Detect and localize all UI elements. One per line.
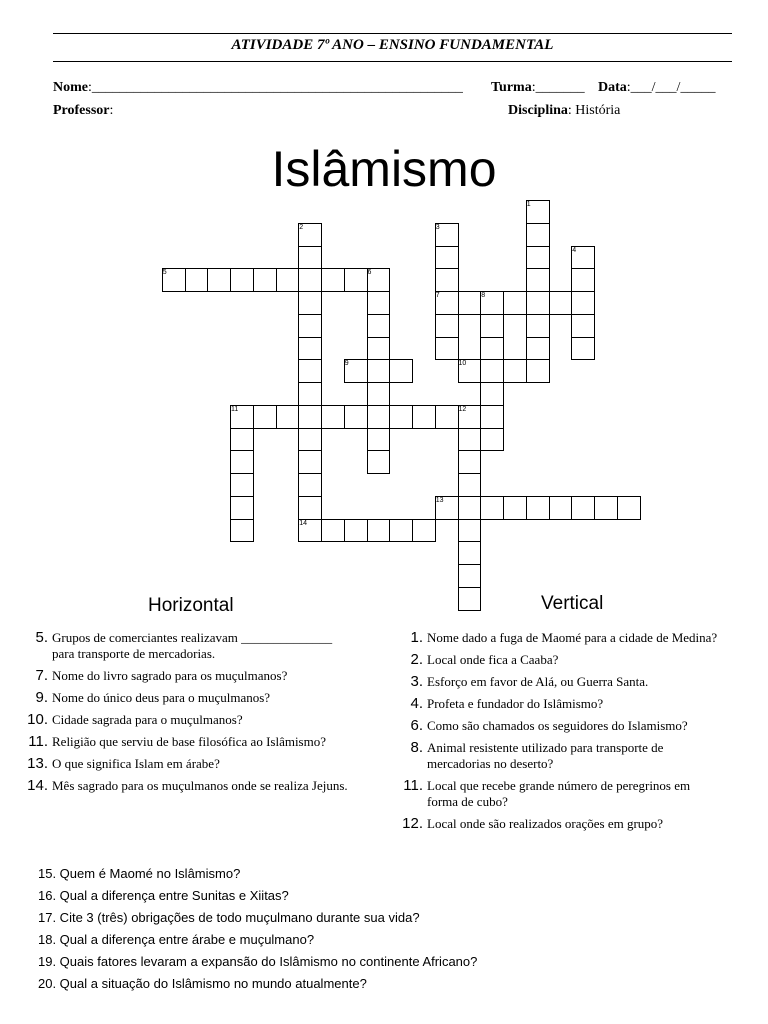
crossword-cell[interactable] bbox=[571, 496, 595, 520]
nome-field[interactable] bbox=[53, 80, 463, 96]
crossword-cell[interactable] bbox=[298, 268, 322, 292]
crossword-cell[interactable] bbox=[594, 496, 618, 520]
clue-number: 2. bbox=[410, 651, 423, 668]
horizontal-heading: Horizontal bbox=[148, 595, 234, 616]
crossword-clue-number: 7 bbox=[435, 292, 440, 299]
crossword-cell[interactable] bbox=[321, 268, 345, 292]
crossword-cell[interactable] bbox=[367, 450, 391, 474]
question-item: 20. Qual a situação do Islâmismo no mundo atualmente? bbox=[38, 976, 367, 991]
crossword-cell[interactable] bbox=[435, 337, 459, 361]
crossword-cell[interactable] bbox=[253, 405, 277, 429]
crossword-cell[interactable] bbox=[298, 450, 322, 474]
crossword-cell[interactable] bbox=[298, 382, 322, 406]
clue-text: Cidade sagrada para o muçulmanos? bbox=[52, 712, 243, 727]
crossword-cell[interactable] bbox=[617, 496, 641, 520]
activity-banner: ATIVIDADE 7º ANO – ENSINO FUNDAMENTAL bbox=[231, 37, 554, 53]
crossword-cell[interactable] bbox=[480, 359, 504, 383]
crossword-cell[interactable] bbox=[503, 291, 527, 315]
crossword-clue-number: 9 bbox=[344, 360, 349, 368]
crossword-cell[interactable] bbox=[480, 496, 504, 520]
crossword-cell[interactable] bbox=[480, 337, 504, 361]
crossword-cell[interactable] bbox=[230, 428, 254, 452]
clue-number: 11. bbox=[28, 733, 48, 750]
clue-number: 4. bbox=[410, 695, 423, 712]
crossword-cell[interactable] bbox=[230, 473, 254, 497]
horizontal-clue bbox=[35, 629, 398, 662]
crossword-cell[interactable] bbox=[298, 291, 322, 315]
nome-label: Nome bbox=[53, 80, 88, 95]
clue-text: Nome dado a fuga de Maomé para a cidade de Medina? bbox=[427, 630, 718, 645]
crossword-cell[interactable] bbox=[526, 496, 550, 520]
horizontal-clue bbox=[35, 689, 398, 706]
crossword-cell[interactable] bbox=[298, 359, 322, 383]
question-item: 19. Quais fatores levaram a expansão do Islâmismo no continente Africano? bbox=[38, 954, 478, 969]
turma-field[interactable] bbox=[491, 80, 585, 96]
clue-number: 3. bbox=[410, 673, 423, 690]
crossword-cell[interactable] bbox=[298, 337, 322, 361]
crossword-cell[interactable] bbox=[367, 314, 391, 338]
crossword-cell[interactable] bbox=[480, 428, 504, 452]
crossword-cell[interactable] bbox=[458, 473, 482, 497]
clue-text: Religião que serviu de base filosófica ao Islâmismo? bbox=[52, 734, 327, 749]
clue-text: O que significa Islam em árabe? bbox=[52, 756, 220, 771]
clue-text: Esforço em favor de Alá, ou Guerra Santa. bbox=[427, 674, 649, 689]
disciplina-label: Disciplina bbox=[508, 103, 568, 118]
question-item: 16. Qual a diferença entre Sunitas e Xiitas? bbox=[38, 888, 289, 903]
vertical-clue bbox=[410, 717, 765, 734]
crossword-cell[interactable] bbox=[571, 337, 595, 361]
question-item: 17. Cite 3 (três) obrigações de todo muçulmano durante sua vida? bbox=[38, 910, 420, 925]
clue-text: Como são chamados os seguidores do Islamismo? bbox=[427, 718, 688, 733]
clue-number: 8. bbox=[410, 739, 423, 756]
horizontal-clue bbox=[27, 711, 398, 728]
vertical-clue bbox=[403, 777, 765, 810]
crossword-cell[interactable] bbox=[389, 405, 413, 429]
clue-number: 1. bbox=[410, 629, 423, 646]
crossword-cell[interactable] bbox=[389, 359, 413, 383]
clue-text: Local onde são realizados orações em grupo? bbox=[427, 816, 664, 831]
clue-number: 11. bbox=[403, 777, 423, 794]
clue-number: 12. bbox=[402, 815, 423, 832]
crossword-cell[interactable] bbox=[526, 291, 550, 315]
horizontal-clue bbox=[35, 667, 398, 684]
crossword-cell[interactable] bbox=[549, 291, 573, 315]
clue-text: Nome do único deus para o muçulmanos? bbox=[52, 690, 271, 705]
clue-number: 14. bbox=[27, 777, 48, 794]
vertical-heading: Vertical bbox=[541, 593, 604, 614]
vertical-clue bbox=[410, 739, 765, 772]
crossword-cell[interactable] bbox=[367, 359, 391, 383]
horizontal-clue bbox=[28, 733, 398, 750]
vertical-clue bbox=[410, 651, 765, 668]
data-line: :___/___/_____ bbox=[626, 80, 716, 95]
crossword-cell[interactable] bbox=[458, 450, 482, 474]
professor-label: Professor bbox=[53, 103, 110, 118]
crossword-cell[interactable] bbox=[367, 428, 391, 452]
crossword-cell[interactable] bbox=[435, 405, 459, 429]
crossword-cell[interactable] bbox=[367, 519, 391, 543]
crossword-cell[interactable] bbox=[458, 541, 482, 565]
crossword-cell[interactable] bbox=[298, 428, 322, 452]
crossword-cell[interactable] bbox=[458, 291, 482, 315]
crossword-cell[interactable] bbox=[503, 359, 527, 383]
crossword-cell[interactable] bbox=[458, 587, 482, 611]
crossword-cell[interactable] bbox=[435, 246, 459, 270]
crossword-cell[interactable] bbox=[571, 268, 595, 292]
crossword-clue-number: 14 bbox=[299, 519, 308, 527]
crossword-clue-number: 3 bbox=[435, 223, 440, 231]
crossword-cell[interactable] bbox=[480, 405, 504, 429]
crossword-cell[interactable] bbox=[549, 496, 573, 520]
crossword-cell[interactable] bbox=[526, 314, 550, 338]
nome-line: :_____________________________________________________ bbox=[88, 80, 463, 95]
clue-number: 5. bbox=[35, 629, 48, 646]
header-rule-top bbox=[53, 33, 732, 34]
crossword-cell[interactable] bbox=[298, 246, 322, 270]
crossword-cell[interactable] bbox=[230, 268, 254, 292]
vertical-clue bbox=[410, 673, 765, 690]
crossword-clue-number: 5 bbox=[162, 269, 167, 277]
crossword-cell[interactable] bbox=[230, 496, 254, 520]
question-item: 15. Quem é Maomé no Islâmismo? bbox=[38, 866, 241, 881]
clue-number: 10. bbox=[27, 711, 48, 728]
disciplina-value: : História bbox=[567, 103, 621, 118]
crossword-cell[interactable] bbox=[458, 564, 482, 588]
clue-text: Animal resistente utilizado para transporte de mercadorias no deserto? bbox=[427, 740, 664, 771]
professor-colon: : bbox=[109, 103, 114, 118]
clue-number: 7. bbox=[35, 667, 48, 684]
crossword-cell[interactable] bbox=[389, 519, 413, 543]
crossword-cell[interactable] bbox=[571, 314, 595, 338]
crossword-cell[interactable] bbox=[185, 268, 209, 292]
crossword-cell[interactable] bbox=[298, 473, 322, 497]
crossword-cell[interactable] bbox=[526, 337, 550, 361]
clue-text: Profeta e fundador do Islâmismo? bbox=[427, 696, 604, 711]
crossword-cell[interactable] bbox=[298, 405, 322, 429]
crossword-cell[interactable] bbox=[230, 519, 254, 543]
page-title: Islâmismo bbox=[271, 141, 497, 197]
crossword-clue-number: 2 bbox=[299, 223, 304, 231]
crossword-cell[interactable] bbox=[298, 496, 322, 520]
crossword-cell[interactable] bbox=[412, 405, 436, 429]
horizontal-clue bbox=[27, 777, 398, 794]
clue-number: 9. bbox=[35, 689, 48, 706]
crossword-cell[interactable] bbox=[435, 314, 459, 338]
crossword-clue-number: 4 bbox=[572, 246, 577, 254]
crossword-cell[interactable] bbox=[344, 268, 368, 292]
data-field[interactable] bbox=[598, 80, 715, 96]
crossword-cell[interactable] bbox=[526, 246, 550, 270]
crossword-clue-number: 13 bbox=[435, 496, 444, 504]
crossword-cell[interactable] bbox=[253, 268, 277, 292]
crossword-clue-number: 6 bbox=[367, 269, 372, 277]
turma-label: Turma bbox=[491, 80, 532, 95]
crossword-clue-number: 8 bbox=[481, 292, 486, 299]
crossword-cell[interactable] bbox=[412, 519, 436, 543]
crossword-cell[interactable] bbox=[458, 496, 482, 520]
crossword-cell[interactable] bbox=[276, 268, 300, 292]
crossword-cell[interactable] bbox=[207, 268, 231, 292]
crossword-cell[interactable] bbox=[367, 405, 391, 429]
vertical-clue bbox=[410, 695, 765, 712]
disciplina-field bbox=[508, 103, 620, 119]
crossword-cell[interactable] bbox=[503, 496, 527, 520]
crossword-cell[interactable] bbox=[480, 382, 504, 406]
crossword-cell[interactable] bbox=[321, 519, 345, 543]
crossword-clue-number: 11 bbox=[231, 405, 239, 413]
vertical-clue bbox=[402, 815, 765, 832]
crossword-cell[interactable] bbox=[344, 519, 368, 543]
clue-text: Nome do livro sagrado para os muçulmanos? bbox=[52, 668, 288, 683]
crossword-cell[interactable] bbox=[526, 359, 550, 383]
crossword-cell[interactable] bbox=[344, 405, 368, 429]
crossword-cell[interactable] bbox=[367, 337, 391, 361]
crossword-cell[interactable] bbox=[526, 223, 550, 247]
crossword-cell[interactable] bbox=[480, 314, 504, 338]
vertical-clue bbox=[410, 629, 765, 646]
crossword-cell[interactable] bbox=[435, 268, 459, 292]
crossword-cell[interactable] bbox=[367, 291, 391, 315]
crossword-cell[interactable] bbox=[526, 268, 550, 292]
crossword-clue-number: 10 bbox=[458, 360, 467, 368]
crossword-clue-number: 12 bbox=[458, 405, 467, 413]
question-item: 18. Qual a diferença entre árabe e muçulmano? bbox=[38, 932, 315, 947]
header-rule-bottom bbox=[53, 61, 732, 62]
professor-field[interactable] bbox=[53, 103, 113, 119]
clue-text: Local onde fica a Caaba? bbox=[427, 652, 559, 667]
crossword-cell[interactable] bbox=[458, 428, 482, 452]
clue-number: 13. bbox=[27, 755, 48, 772]
crossword-cell[interactable] bbox=[571, 291, 595, 315]
clue-text: Grupos de comerciantes realizavam ______________ para transporte de mercadorias. bbox=[52, 630, 333, 661]
crossword-cell[interactable] bbox=[298, 314, 322, 338]
clue-text: Local que recebe grande número de peregrinos em forma de cubo? bbox=[427, 778, 691, 809]
clue-text: Mês sagrado para os muçulmanos onde se realiza Jejuns. bbox=[52, 778, 348, 793]
clue-number: 6. bbox=[410, 717, 423, 734]
turma-line: :_______ bbox=[531, 80, 585, 95]
crossword-cell[interactable] bbox=[276, 405, 300, 429]
crossword-cell[interactable] bbox=[458, 519, 482, 543]
crossword-clue-number: 1 bbox=[526, 201, 531, 208]
horizontal-clue bbox=[27, 755, 398, 772]
crossword-cell[interactable] bbox=[321, 405, 345, 429]
crossword-cell[interactable] bbox=[230, 450, 254, 474]
data-label: Data bbox=[598, 80, 627, 95]
crossword-cell[interactable] bbox=[367, 382, 391, 406]
